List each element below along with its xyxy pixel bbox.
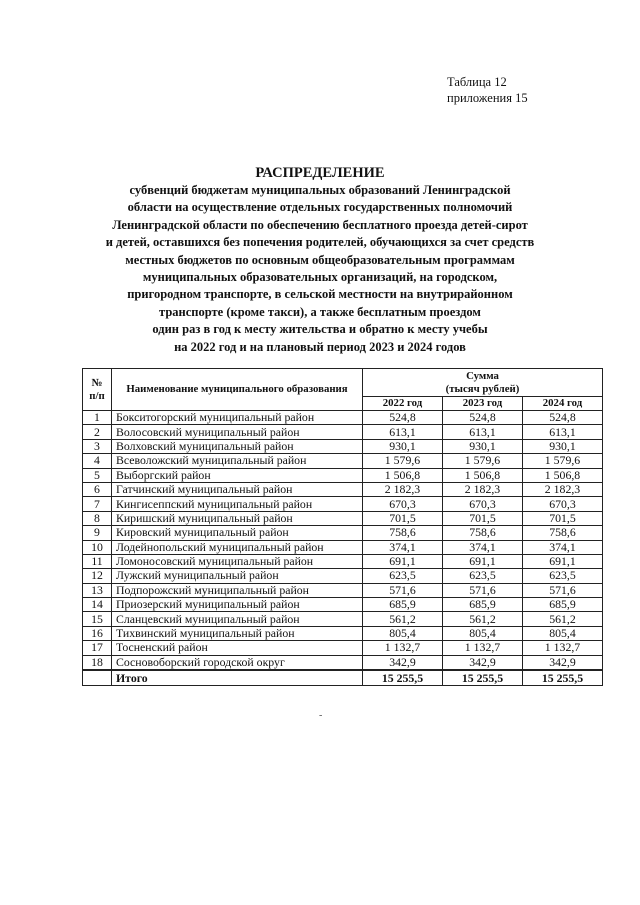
row-value-2022: 685,9 (363, 598, 443, 612)
row-value-2023: 524,8 (443, 411, 523, 425)
table-row (83, 482, 603, 496)
row-municipality-name: Кингисеппский муниципальный район (112, 497, 363, 511)
row-value-2022: 930,1 (363, 439, 443, 453)
row-value-2022: 571,6 (363, 583, 443, 597)
row-value-2024: 1 132,7 (523, 641, 603, 655)
row-value-2024: 561,2 (523, 612, 603, 626)
reference-appendix-number: приложения 15 (447, 91, 528, 105)
row-value-2023: 613,1 (443, 425, 523, 439)
row-value-2024: 524,8 (523, 411, 603, 425)
row-number: 1 (83, 411, 112, 425)
header-year-2024: 2024 год (523, 397, 603, 411)
row-number: 10 (83, 540, 112, 554)
table-row (83, 511, 603, 525)
row-value-2024: 691,1 (523, 554, 603, 568)
row-value-2024: 623,5 (523, 569, 603, 583)
heading-line: пригородном транспорте, в сельской местности на внутрирайонном (127, 287, 513, 302)
row-value-2023: 374,1 (443, 540, 523, 554)
table-row (83, 655, 603, 670)
row-number: 14 (83, 598, 112, 612)
table-row (83, 439, 603, 453)
row-value-2022: 1 132,7 (363, 641, 443, 655)
header-year-2023: 2023 год (443, 397, 523, 411)
heading-line: на 2022 год и на плановый период 2023 и 2024 годов (174, 339, 466, 354)
heading-line: один раз в год к месту жительства и обратно к месту учебы (152, 322, 488, 337)
row-value-2023: 2 182,3 (443, 482, 523, 496)
footer-mark: - (319, 710, 323, 721)
row-municipality-name: Тихвинский муниципальный район (112, 626, 363, 640)
row-municipality-name: Киришский муниципальный район (112, 511, 363, 525)
heading-line: муниципальных образовательных организаций, на городском, (142, 270, 498, 285)
row-value-2023: 1 506,8 (443, 468, 523, 482)
row-municipality-name: Сланцевский муниципальный район (112, 612, 363, 626)
total-number-cell (83, 670, 112, 686)
header-name: Наименование муниципального образования (112, 369, 363, 411)
row-value-2024: 571,6 (523, 583, 603, 597)
row-value-2022: 613,1 (363, 425, 443, 439)
heading-line: субвенций бюджетам муниципальных образований Ленинградской (129, 183, 511, 197)
header-sum-unit: (тысяч рублей) (445, 382, 520, 395)
heading-line: Ленинградской области по обеспечению бесплатного проезда детей-сирот (112, 217, 528, 232)
row-value-2024: 2 182,3 (523, 482, 603, 496)
table-row (83, 526, 603, 540)
table-row (83, 569, 603, 583)
table-row (83, 583, 603, 597)
row-value-2022: 2 182,3 (363, 482, 443, 496)
row-number: 17 (83, 641, 112, 655)
row-value-2023: 571,6 (443, 583, 523, 597)
row-value-2023: 561,2 (443, 612, 523, 626)
row-value-2023: 1 132,7 (443, 641, 523, 655)
row-number: 2 (83, 425, 112, 439)
table-header-row (83, 369, 603, 397)
heading-title: РАСПРЕДЕЛЕНИЕ (255, 165, 385, 181)
row-value-2023: 623,5 (443, 569, 523, 583)
row-municipality-name: Ломоносовский муниципальный район (112, 554, 363, 568)
row-municipality-name: Лодейнопольский муниципальный район (112, 540, 363, 554)
row-value-2024: 342,9 (523, 655, 603, 670)
row-municipality-name: Бокситогорский муниципальный район (112, 411, 363, 425)
row-value-2022: 623,5 (363, 569, 443, 583)
row-value-2024: 930,1 (523, 439, 603, 453)
reference-table-number: Таблица 12 (447, 75, 507, 89)
row-municipality-name: Лужский муниципальный район (112, 569, 363, 583)
heading-line: транспорте (кроме такси), а также бесплатным проездом (159, 304, 481, 319)
document-heading (60, 164, 580, 356)
row-value-2023: 1 579,6 (443, 454, 523, 468)
row-value-2024: 758,6 (523, 526, 603, 540)
row-municipality-name: Приозерский муниципальный район (112, 598, 363, 612)
header-sum-label: Сумма (466, 370, 499, 382)
row-number: 13 (83, 583, 112, 597)
row-value-2022: 561,2 (363, 612, 443, 626)
heading-line: местных бюджетов по основным общеобразовательным программам (125, 252, 515, 267)
row-number: 7 (83, 497, 112, 511)
row-value-2022: 1 506,8 (363, 468, 443, 482)
table-row (83, 454, 603, 468)
row-number: 15 (83, 612, 112, 626)
row-value-2023: 805,4 (443, 626, 523, 640)
row-value-2024: 1 579,6 (523, 454, 603, 468)
table-row (83, 540, 603, 554)
table-row (83, 626, 603, 640)
table-row (83, 612, 603, 626)
row-municipality-name: Сосновоборский городской округ (112, 655, 363, 670)
row-value-2024: 670,3 (523, 497, 603, 511)
row-value-2022: 524,8 (363, 411, 443, 425)
table-row (83, 598, 603, 612)
row-value-2022: 670,3 (363, 497, 443, 511)
header-year-2022: 2022 год (363, 397, 443, 411)
row-number: 18 (83, 655, 112, 670)
row-value-2023: 691,1 (443, 554, 523, 568)
table-row (83, 641, 603, 655)
total-value-2023: 15 255,5 (443, 670, 523, 686)
table-row (83, 497, 603, 511)
total-label: Итого (112, 670, 363, 686)
row-municipality-name: Волховский муниципальный район (112, 439, 363, 453)
row-number: 3 (83, 439, 112, 453)
row-value-2022: 758,6 (363, 526, 443, 540)
heading-line: области на осуществление отдельных государственных полномочий (127, 200, 513, 215)
row-value-2024: 1 506,8 (523, 468, 603, 482)
header-sum (363, 369, 603, 397)
row-value-2022: 374,1 (363, 540, 443, 554)
table-row (83, 425, 603, 439)
row-value-2023: 758,6 (443, 526, 523, 540)
row-number: 8 (83, 511, 112, 525)
row-number: 11 (83, 554, 112, 568)
header-number: № п/п (83, 369, 112, 411)
row-municipality-name: Гатчинский муниципальный район (112, 482, 363, 496)
row-value-2022: 701,5 (363, 511, 443, 525)
row-value-2024: 374,1 (523, 540, 603, 554)
total-value-2024: 15 255,5 (523, 670, 603, 686)
table-row (83, 468, 603, 482)
row-municipality-name: Подпорожский муниципальный район (112, 583, 363, 597)
row-value-2024: 613,1 (523, 425, 603, 439)
row-value-2024: 701,5 (523, 511, 603, 525)
row-value-2023: 930,1 (443, 439, 523, 453)
table-total-row (83, 670, 603, 686)
row-value-2024: 685,9 (523, 598, 603, 612)
table-row (83, 554, 603, 568)
row-value-2024: 805,4 (523, 626, 603, 640)
row-number: 9 (83, 526, 112, 540)
row-value-2022: 805,4 (363, 626, 443, 640)
row-value-2023: 342,9 (443, 655, 523, 670)
total-value-2022: 15 255,5 (363, 670, 443, 686)
row-value-2022: 1 579,6 (363, 454, 443, 468)
distribution-table (82, 368, 603, 686)
row-municipality-name: Всеволожский муниципальный район (112, 454, 363, 468)
row-value-2022: 342,9 (363, 655, 443, 670)
row-municipality-name: Выборгский район (112, 468, 363, 482)
row-number: 16 (83, 626, 112, 640)
row-value-2023: 701,5 (443, 511, 523, 525)
row-number: 12 (83, 569, 112, 583)
table-row (83, 411, 603, 425)
row-number: 6 (83, 482, 112, 496)
row-value-2023: 670,3 (443, 497, 523, 511)
row-number: 4 (83, 454, 112, 468)
table-body (83, 411, 603, 686)
row-value-2022: 691,1 (363, 554, 443, 568)
table-reference (447, 74, 528, 106)
row-municipality-name: Волосовский муниципальный район (112, 425, 363, 439)
row-value-2023: 685,9 (443, 598, 523, 612)
heading-line: и детей, оставшихся без попечения родителей, обучающихся за счет средств (105, 235, 535, 250)
row-municipality-name: Кировский муниципальный район (112, 526, 363, 540)
row-municipality-name: Тосненский район (112, 641, 363, 655)
row-number: 5 (83, 468, 112, 482)
